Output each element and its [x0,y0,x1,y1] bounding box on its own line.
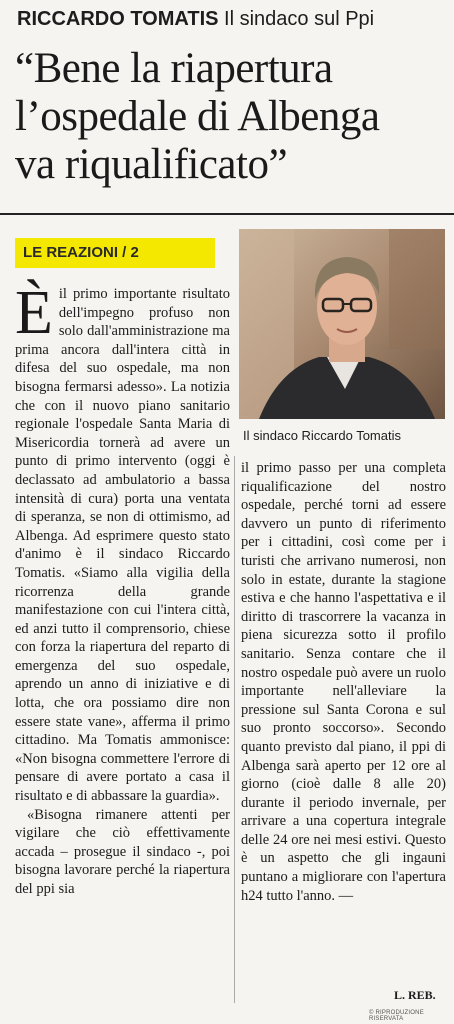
headline-line-2: l’ospedale di Albenga [15,93,380,140]
article-text-col2: il primo passo per una completa riqualificazione del nostro ospedale, perché torni ad essere davvero un punto di riferimento per i cittadini, così come per i turisti che arrivano numerosi, non solo in estate, durante la stagione estiva e che hanno l'aspettativa e il diritto di trascorrere la vacanza in piena sicurezza sotto il profilo sanitario. Senza contare che il nostro ospedale può avere un ruolo importante nell'alleviare la pressione sul Santa Corona e sul suo pronto soccorso». Secondo quanto previsto dal piano, il ppi di Albenga sarà aperto per 12 ore al giorno (cioè dalle 8 alle 20) durante il periodo invernale, per arrivare a una copertura integrale delle 24 ore nei mesi estivi. Questo è un aspetto che gli ingauni puntano a migliorare con l'apertura h24 tutto l'anno. — [241,460,446,904]
kicker-name: RICCARDO TOMATIS [17,8,219,30]
article-text-col1: il primo importante risultato dell'impegno profuso non solo dall'amministrazione ma prima ancora dall'intera città in difesa del suo ospedale, ma non bisogna fermarsi adesso». La notizia che con il nuovo piano sanitario regionale l'ospedale Santa Maria di Misericordia tornerà ad avere un punto di primo intervento (oggi è declassato ad ambulatorio a bassa intensità di cura) porta una ventata di speranza, se non di ottimismo, ad Albenga. Ad esprimere questo stato d'animo è il sindaco Riccardo Tomatis. «Siamo alla vigilia della ricorrenza della grande manifestazione con cui l'intera città, ed anzi tutto il comprensorio, chiese con forza la riapertura del reparto di emergenza del suo ospedale, aprendo un anno di iniziative e di lotta, che ora possiamo dire non essere state vane», afferma il primo cittadino. Ma Tomatis ammonisce: «Non bisogna commettere l'errore di pensare di avere portato a casa il risultato e di abbassare la guardia». [15,286,230,805]
headline-line-1: “Bene la riapertura [15,45,333,92]
copyright-notice: © RIPRODUZIONE RISERVATA [369,1010,424,1022]
headline-line-3: va riqualificato” [15,141,288,188]
section-rule [0,213,454,215]
kicker [17,6,374,32]
photo-caption: Il sindaco Riccardo Tomatis [243,428,401,443]
headline [15,45,447,189]
article-column-1 [15,279,230,899]
article-column-2 [241,459,446,905]
section-tag [15,238,215,268]
article-paragraph-2 [15,806,230,899]
author-signature: L. REB. [394,988,436,1002]
column-divider [234,456,235,1003]
kicker-role: Il sindaco sul Ppi [224,8,375,30]
mayor-portrait-image [239,229,445,419]
mayor-photo [239,229,445,419]
dropcap: È [15,279,53,347]
article-paragraph-1 [15,279,230,806]
article-text-col1b: «Bisogna rimanere attenti per vigilare che ciò effettivamente accada – prosegue il sindaco -, poi bisogna lavorare perché la riapertura del ppi sia [15,806,230,897]
section-tag-label: LE REAZIONI / 2 [23,244,139,261]
